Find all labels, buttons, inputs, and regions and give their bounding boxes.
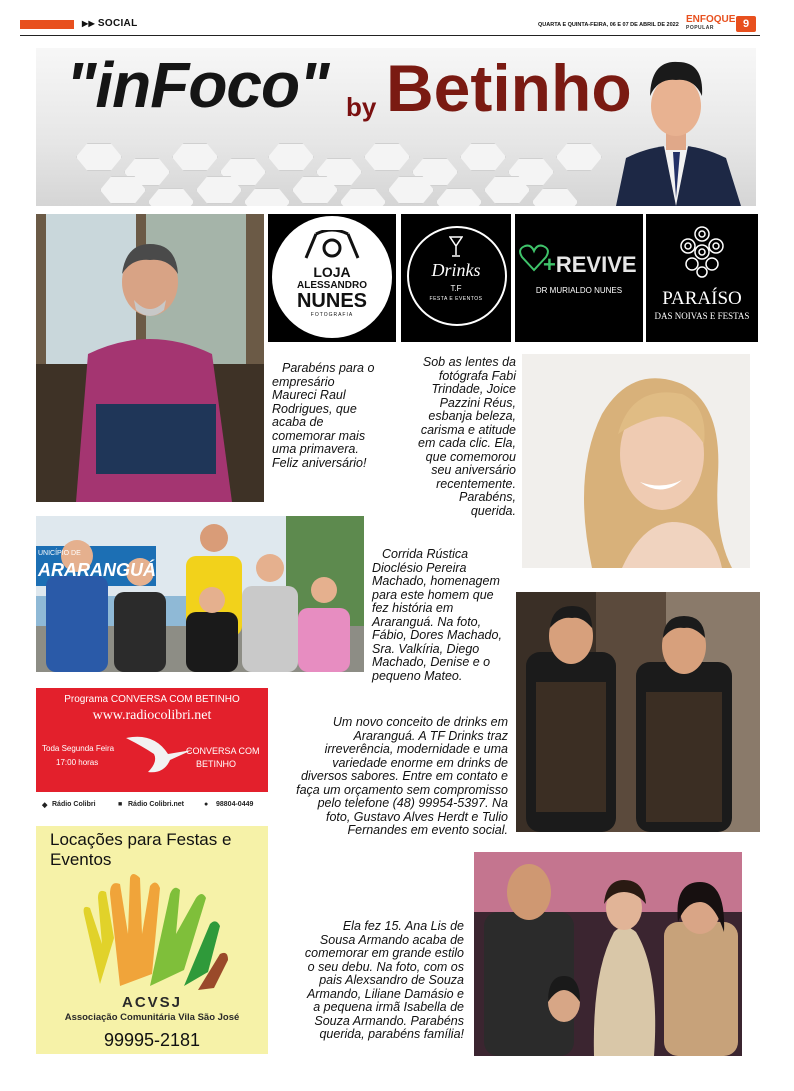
revive-sub: DR MURIALDO NUNES (535, 286, 623, 295)
radio-url: www.radiocolibri.net (92, 708, 212, 723)
hands-logo-icon (80, 874, 230, 990)
caption-joice: Sob as lentes da fotógrafa Fabi Trindade, Joice Pazzini Réus, esbanja beleza, carisma e atitude em cada clic. Ela, que comemorou seu aniversário recentemente. Parabéns, querida. (418, 355, 516, 518)
brand-subtitle: POPULAR (686, 25, 714, 31)
camera-icon (302, 230, 362, 260)
caption-corrida: Corrida Rústica Dioclésio Pereira Machado, homenagem para este homem que fez história em Araranguá. Na foto, Fábio, Dores Machado, Sra. Valkíria, Diego Machado, Denise e o pequeno Mateo. (372, 547, 502, 683)
acvsj-phone: 99995-2181 (103, 1030, 201, 1050)
radio-whatsapp: 98804-0449 (216, 801, 254, 808)
radio-show2: BETINHO (196, 759, 237, 769)
page-number: 9 (736, 16, 756, 32)
joice-photo (522, 354, 750, 568)
radio-facebook: Rádio Colibri.net (128, 801, 184, 808)
section-text: SOCIAL (97, 18, 138, 29)
radio-contacts (36, 792, 268, 818)
drinks-initials: T.F (450, 284, 462, 293)
drinks-name: Drinks (431, 260, 481, 280)
revive-name: +REVIVE (543, 252, 637, 277)
banner-name: Betinho (386, 51, 632, 125)
loja-line1: LOJA (313, 264, 351, 280)
corrida-photo (36, 516, 364, 672)
whatsapp-icon: ● (204, 801, 209, 808)
logo-loja-alessandro (268, 214, 396, 342)
issue-date: QUARTA E QUINTA-FEIRA, 06 E 07 DE ABRIL DE 2022 (538, 22, 679, 28)
caption-drinks: Um novo conceito de drinks em Araranguá. A TF Drinks traz irreverência, modernidade e uma variedade enorme em drinks de diversos sabores. Entre em contato e faça um orçamento sem compromisso pelo telefone (48) 99954-5397. Na foto, Gustavo Alves Herdt e Tulio Fernandes em evento social. (296, 715, 508, 837)
newspaper-brand (686, 15, 735, 33)
header-divider (20, 35, 760, 36)
radio-show1: CONVERSA COM (186, 746, 260, 756)
acvsj-org: Associação Comunitária Vila São José (64, 1012, 240, 1023)
loja-line3: NUNES (296, 290, 367, 312)
facebook-icon: ■ (118, 801, 123, 808)
corrida-sign: UNICÍPIO DE (38, 550, 81, 557)
column-banner (36, 48, 756, 206)
paraiso-name: PARAÍSO (662, 288, 742, 309)
ana-lis-photo (474, 852, 742, 1056)
section-color-bar (20, 20, 74, 29)
brand-name: ENFOQUE (686, 14, 736, 25)
radio-program: Programa CONVERSA COM BETINHO (64, 694, 240, 705)
ad-radio-colibri (36, 688, 268, 818)
loja-line4: FOTOGRAFIA (310, 312, 354, 318)
revive-name-text: REVIVE (555, 252, 637, 277)
banner-title: "inFoco" (66, 49, 329, 121)
radio-android: Rádio Colibri (52, 801, 96, 808)
loja-line2: ALESSANDRO (296, 280, 367, 291)
columnist-photo (596, 48, 756, 206)
hummingbird-icon (124, 728, 194, 776)
acvsj-title2: Eventos (50, 850, 112, 869)
banner-by: by (346, 92, 377, 122)
acvsj-acronym: ACVSJ (121, 994, 183, 1011)
rose-icon (674, 224, 730, 280)
corrida-banner: ARARANGUÁ (38, 560, 156, 580)
android-icon: ◆ (42, 802, 48, 809)
double-chevron-icon: ▶▶ (82, 19, 95, 28)
acvsj-title1: Locações para Festas e (50, 830, 232, 849)
section-label (82, 18, 138, 29)
ad-acvsj (36, 826, 268, 1054)
cocktail-glass-icon (449, 236, 463, 258)
radio-day: Toda Segunda Feira (42, 744, 115, 753)
logo-paraiso (646, 214, 758, 342)
radio-time: 17:00 horas (56, 758, 99, 767)
maureci-photo (36, 214, 264, 502)
caption-ana: Ela fez 15. Ana Lis de Sousa Armando acaba de comemorar em grande estilo o seu debu. Na foto, com os pais Alexsandro de Souza Armando, Liliane Damásio e a pequena irmã Isabella de Souza Armando. Parabéns querida, parabéns família! (304, 919, 464, 1041)
logo-revive (515, 214, 643, 342)
paraiso-sub: DAS NOIVAS E FESTAS (654, 311, 750, 321)
corrida-people (36, 516, 364, 672)
drinks-sub: FESTA E EVENTOS (429, 296, 483, 302)
tf-drinks-photo (516, 592, 760, 832)
caption-maureci: Parabéns para o empresário Maureci Raul Rodrigues, que acaba de comemorar mais uma primavera. Feliz aniversário! (272, 361, 375, 470)
logo-tf-drinks (401, 214, 511, 342)
